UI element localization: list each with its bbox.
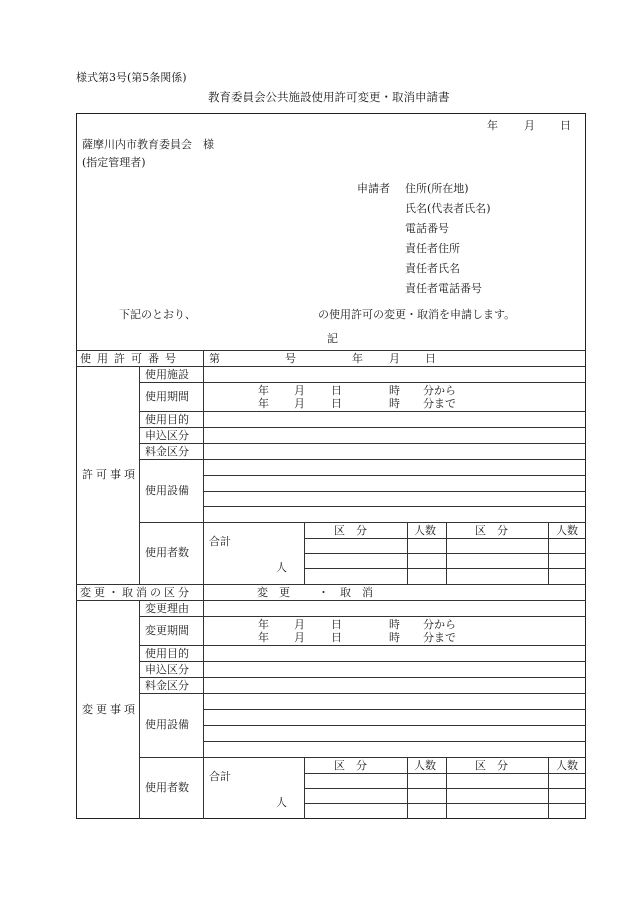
period-until: 分まで — [423, 397, 456, 410]
users-count-header: 人数 — [414, 759, 436, 772]
rule — [548, 757, 549, 819]
permit-dai: 第 — [209, 352, 220, 365]
rule — [139, 443, 586, 444]
rule — [76, 584, 586, 585]
period-year: 年 — [258, 384, 269, 397]
rule — [139, 693, 586, 694]
applicant-address-label[interactable]: 住所(所在地) — [405, 182, 469, 195]
applicant-phone-label[interactable]: 電話番号 — [405, 222, 449, 235]
users-person-unit: 人 — [276, 796, 287, 809]
rule — [304, 757, 305, 819]
change-equipment-label: 使用設備 — [145, 718, 189, 731]
rule — [304, 538, 586, 539]
rule — [203, 475, 586, 476]
period-from: 分から — [423, 618, 456, 631]
application-form — [76, 113, 586, 819]
users-total-label: 合計 — [209, 535, 231, 548]
permit-equipment-label: 使用設備 — [145, 484, 189, 497]
permit-users-label: 使用者数 — [145, 546, 189, 559]
period-day: 日 — [331, 397, 342, 410]
rule — [139, 382, 586, 383]
period-hour: 時 — [389, 384, 400, 397]
rule — [446, 757, 447, 819]
users-category-header: 区 分 — [475, 759, 508, 772]
users-count-header: 人数 — [556, 759, 578, 772]
permit-month: 月 — [389, 352, 400, 365]
separator-dot: ・ — [318, 586, 329, 599]
rule — [139, 757, 586, 758]
rule — [407, 522, 408, 584]
addressee-line1: 薩摩川内市教育委員会 様 — [82, 138, 214, 151]
permit-purpose-label: 使用目的 — [145, 413, 189, 426]
rule — [139, 661, 586, 662]
date-day-label: 日 — [560, 119, 571, 132]
period-month: 月 — [294, 618, 305, 631]
period-month: 月 — [294, 384, 305, 397]
rule — [139, 411, 586, 412]
period-from: 分から — [423, 384, 456, 397]
users-count-header: 人数 — [556, 524, 578, 537]
rule — [139, 366, 140, 584]
applicant-name-label[interactable]: 氏名(代表者氏名) — [405, 202, 491, 215]
permit-period-label: 使用期間 — [145, 390, 189, 403]
rule — [139, 645, 586, 646]
rule — [139, 600, 140, 819]
rule — [203, 741, 586, 742]
rule — [139, 522, 586, 523]
permit-year: 年 — [352, 352, 363, 365]
rule — [407, 757, 408, 819]
users-total-label: 合計 — [209, 770, 231, 783]
period-until: 分まで — [423, 631, 456, 644]
change-period-label: 変更期間 — [145, 624, 189, 637]
period-month: 月 — [294, 631, 305, 644]
period-year: 年 — [258, 618, 269, 631]
change-cancel-label: 変更・取消の区分 — [80, 586, 192, 599]
period-hour: 時 — [389, 631, 400, 644]
permit-fee-type-label: 料金区分 — [145, 445, 189, 458]
responsible-phone-label[interactable]: 責任者電話番号 — [405, 282, 482, 295]
users-category-header: 区 分 — [475, 524, 508, 537]
change-section-label: 変更事項 — [82, 703, 138, 716]
cancel-option[interactable]: 取 消 — [340, 586, 373, 599]
date-month-label: 月 — [524, 119, 535, 132]
rule — [76, 366, 586, 367]
page-title: 教育委員会公共施設使用許可変更・取消申請書 — [208, 90, 450, 104]
change-purpose-label: 使用目的 — [145, 647, 189, 660]
permit-facility-label: 使用施設 — [145, 368, 189, 381]
rule — [203, 709, 586, 710]
rule — [139, 427, 586, 428]
rule — [76, 600, 586, 601]
rule — [446, 522, 447, 584]
period-month: 月 — [294, 397, 305, 410]
rule — [304, 522, 305, 584]
period-day: 日 — [331, 631, 342, 644]
rule — [203, 506, 586, 507]
change-fee-type-label: 料金区分 — [145, 679, 189, 692]
rule — [203, 491, 586, 492]
period-hour: 時 — [389, 618, 400, 631]
applicant-label: 申請者 — [357, 182, 390, 195]
rule — [304, 803, 586, 804]
responsible-name-label[interactable]: 責任者氏名 — [405, 262, 460, 275]
users-person-unit: 人 — [276, 561, 287, 574]
ki-label: 記 — [327, 332, 338, 345]
rule — [304, 788, 586, 789]
permit-app-type-label: 申込区分 — [145, 429, 189, 442]
permit-go: 号 — [285, 352, 296, 365]
statement-suffix: の使用許可の変更・取消を申請します。 — [318, 308, 516, 321]
users-category-header: 区 分 — [334, 524, 367, 537]
rule — [304, 553, 586, 554]
period-day: 日 — [331, 384, 342, 397]
users-count-header: 人数 — [414, 524, 436, 537]
date-year-label: 年 — [487, 119, 498, 132]
permit-number-label: 使用許可番号 — [80, 352, 182, 365]
period-year: 年 — [258, 397, 269, 410]
rule — [203, 725, 586, 726]
change-app-type-label: 申込区分 — [145, 663, 189, 676]
rule — [139, 616, 586, 617]
change-reason-label: 変更理由 — [145, 602, 189, 615]
change-option[interactable]: 変 更 — [257, 586, 290, 599]
table-top-rule — [76, 350, 586, 351]
statement-prefix: 下記のとおり、 — [119, 308, 196, 321]
rule — [203, 350, 204, 819]
responsible-address-label[interactable]: 責任者住所 — [405, 242, 460, 255]
rule — [304, 773, 586, 774]
users-category-header: 区 分 — [334, 759, 367, 772]
period-day: 日 — [331, 618, 342, 631]
permit-section-label: 許可事項 — [82, 468, 138, 481]
rule — [304, 568, 586, 569]
change-users-label: 使用者数 — [145, 781, 189, 794]
form-number: 様式第3号(第5条関係) — [76, 71, 187, 84]
addressee-line2: (指定管理者) — [82, 156, 146, 169]
rule — [139, 677, 586, 678]
permit-day: 日 — [425, 352, 436, 365]
rule — [139, 459, 586, 460]
period-year: 年 — [258, 631, 269, 644]
rule — [548, 522, 549, 584]
period-hour: 時 — [389, 397, 400, 410]
